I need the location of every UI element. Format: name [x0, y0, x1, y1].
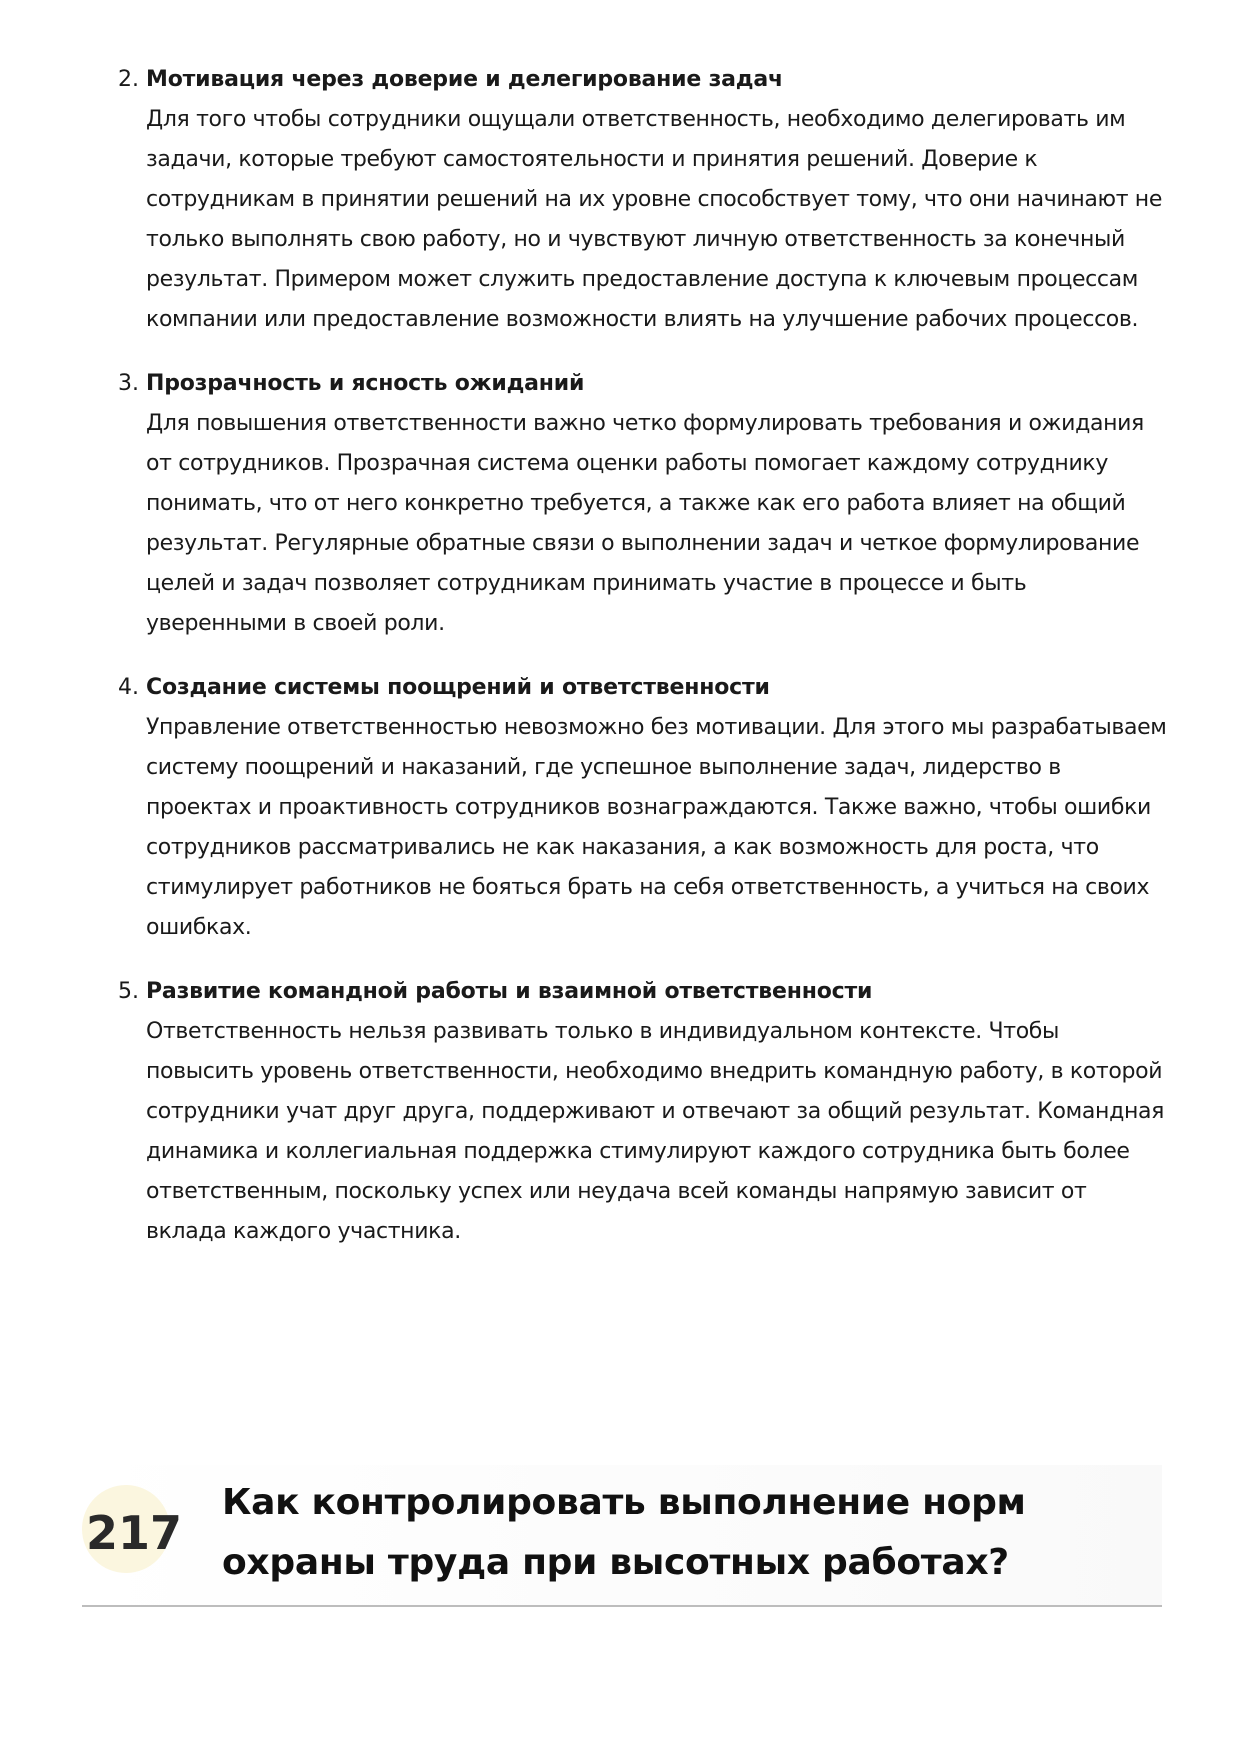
item-number: 2. — [118, 67, 139, 92]
item-title: Развитие командной работы и взаимной ответственности — [146, 979, 873, 1004]
item-text: Ответственность нельзя развивать только в индивидуальном контексте. Чтобы повысить уровень ответственности, необходимо внедрить командную работу, в которой сотрудники учат друг друга, поддерживают и отвечают за общий результат. Командная динамика и коллегиальная поддержка стимулируют каждого сотрудника быть более ответственным, поскольку успех или неудача всей команды напрямую зависит от вклада каждого участника. — [146, 1019, 1164, 1244]
question-title: Как контролировать выполнение норм охраны труда при высотных работах? — [222, 1482, 1026, 1583]
item-title: Прозрачность и ясность ожиданий — [146, 371, 585, 396]
list-item — [118, 972, 1168, 1252]
document-body — [118, 60, 1168, 1276]
question-number: 217 — [86, 1506, 183, 1560]
question-header — [82, 1465, 1162, 1607]
item-text: Для повышения ответственности важно четко формулировать требования и ожидания от сотрудников. Прозрачная система оценки работы помогает каждому сотруднику понимать, что от него конкретно требуется, а также как его работа влияет на общий результат. Регулярные обратные связи о выполнении задач и четкое формулирование целей и задач позволяет сотрудникам принимать участие в процессе и быть уверенными в своей роли. — [146, 411, 1144, 636]
item-title: Создание системы поощрений и ответственности — [146, 675, 770, 700]
list-item — [118, 60, 1168, 340]
item-number: 5. — [118, 979, 139, 1004]
item-number: 4. — [118, 675, 139, 700]
item-text: Управление ответственностью невозможно без мотивации. Для этого мы разрабатываем систему поощрений и наказаний, где успешное выполнение задач, лидерство в проектах и проактивность сотрудников вознаграждаются. Также важно, чтобы ошибки сотрудников рассматривались не как наказания, а как возможность для роста, что стимулирует работников не бояться брать на себя ответственность, а учиться на своих ошибках. — [146, 715, 1167, 940]
list-item — [118, 364, 1168, 644]
item-title: Мотивация через доверие и делегирование задач — [146, 67, 783, 92]
list-item — [118, 668, 1168, 948]
item-number: 3. — [118, 371, 139, 396]
item-text: Для того чтобы сотрудники ощущали ответственность, необходимо делегировать им задачи, которые требуют самостоятельности и принятия решений. Доверие к сотрудникам в принятии решений на их уровне способствует тому, что они начинают не только выполнять свою работу, но и чувствуют личную ответственность за конечный результат. Примером может служить предоставление доступа к ключевым процессам компании или предоставление возможности влиять на улучшение рабочих процессов. — [146, 107, 1163, 332]
